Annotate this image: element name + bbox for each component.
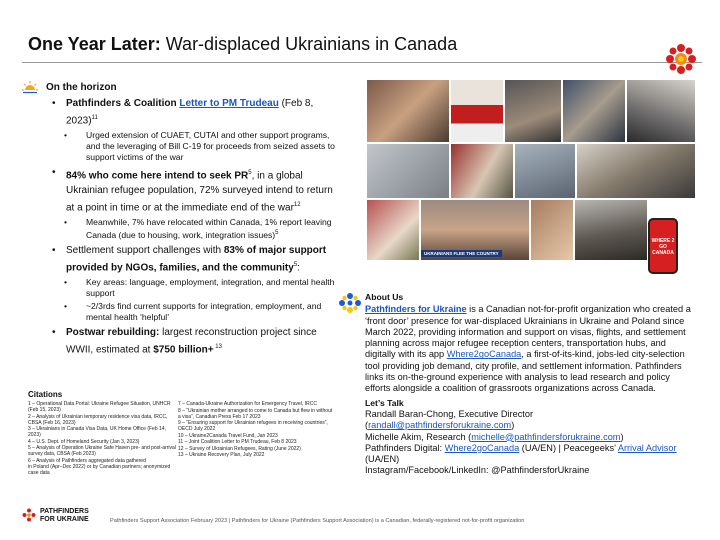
citation-item[interactable]: 11 – Joint Coalition Letter to PM Trudeau, Feb 8 2023 <box>178 439 297 445</box>
citation-item[interactable]: in Poland (Apr–Dec 2022) or by Canadian partners; anonymized case data <box>28 464 171 476</box>
citations-heading: Citations <box>28 390 63 399</box>
horizon-subitem: • ~2/3rds find current supports for integration, employment, and mental health ‘helpful’ <box>66 301 342 323</box>
citation-item[interactable]: 13 – Ukraine Recovery Plan, July 2022 <box>178 452 265 458</box>
photo-flags <box>451 80 503 142</box>
citation-item[interactable]: 6 – Analysis of Pathfinders aggregated data gathered <box>28 457 146 464</box>
citation-item[interactable]: 5 – Analysis of Operation Ukraine Safe Haven pre- and post-arrival survey data, CBSA (Feb 2023) <box>28 445 176 457</box>
contact-randall: Randall Baran-Chong, Executive Director <box>365 408 534 419</box>
about-heading: About Us <box>365 292 404 302</box>
citation-item[interactable]: 10 – Ukraine2Canada Travel Fund, Jan 2023 <box>178 432 278 439</box>
photo-family <box>367 200 419 260</box>
photo-reception <box>367 144 449 198</box>
arrival-advisor-link[interactable]: Arrival Advisor <box>617 442 677 453</box>
horizon-item: • Pathfinders & Coalition Letter to PM Trudeau (Feb 8, 2023)$^{11}$ • Urged extension of CUAET, CUTAI and other support programs, and the leveraging of Bill C-19 for proceeds from seized assets to support victims of the war <box>22 97 342 163</box>
flower-ornament-icon <box>664 42 698 76</box>
citation-item[interactable]: 12 – Survey of Ukrainian Refugees, Rating (June 2022) <box>178 445 301 452</box>
horizon-item: • 84% who come here intend to seek $PR^5$, in a global Ukrainian refugee population, 72% surveyed intend to return at a point in time or at the immediate end of the war$^{12}$ • Meanwhile, 7% have relocated within Canada, 1% report leaving Canada (due to housing, work, integration issues)$^5$ <box>22 166 342 241</box>
page-title: One Year Later: War-displaced Ukrainians in Canada <box>28 34 458 54</box>
footer-text: Pathfinders Support Association February 2023 | Pathfinders for Ukraine (Pathfinders Support Association) is a Canadian, federally-registered not-for-profit organization <box>110 518 525 524</box>
photo-news <box>421 200 529 260</box>
citations-column-2 <box>178 401 333 459</box>
citations-column-1 <box>28 401 176 477</box>
photo-volunteers <box>505 80 561 142</box>
title-divider <box>22 62 702 63</box>
email-michelle-link[interactable]: michelle@pathfindersforukraine.com <box>471 431 621 442</box>
pathfinders-logo-icon <box>338 292 362 314</box>
photo-meeting <box>563 80 625 142</box>
citation-item[interactable]: 4 – U.S. Dept. of Homeland Security (Jan 3, 2023) <box>28 438 140 445</box>
pathfinders-link[interactable]: Pathfinders for Ukraine <box>365 304 467 315</box>
citation-item[interactable]: 2 – Analysis of Ukrainian temporary residence visa data, IRCC, CBSA (Feb 16, 2023) <box>28 413 168 426</box>
citation-item[interactable]: 1 – Operational Data Portal: Ukraine Refugee Situation, UNHCR (Feb 15, 2023) <box>28 401 171 413</box>
photo-hall <box>515 144 575 198</box>
about-section: About Us Pathfinders for Ukraine is a Canadian not-for-profit organization who created a ‘front door’ presence for war-displaced Ukrainians in Ukraine and Poland since March 2022, providing information and support on visas, flights, and settlement planning across major refugee reception centers, transportation hubs, and digitally with its app Where2goCanada, a first-of-its-kind, jobs-led city-selection tool providing job demand, city profile, and settlement information. Pathfinders links its on-the-ground experience with analysis to lead research and policy efforts alongside a coalition of grassroots organizations across Canada. Let’s Talk Randall Baran-Chong, Executive Director (randall@pathfindersforukraine.com) Michelle Akim, Research (michelle@pathfindersforukraine.com) Pathfinders Digital: Where2goCanada (UA/EN) | Peacegeeks’ Arrival Advisor (UA/EN) Instagram/Facebook/LinkedIn: @PathfindersforUkraine <box>365 292 697 477</box>
footer-logo: PATHFINDERS FOR UKRAINE <box>22 508 89 524</box>
horizon-subitem: • Urged extension of CUAET, CUTAI and other support programs, and the leveraging of Bill C-19 for proceeds from seized assets to support victims of the war <box>66 130 342 163</box>
pathfinders-footer-icon <box>22 508 36 522</box>
photo-station <box>627 80 695 142</box>
sunrise-icon <box>22 80 38 94</box>
photo-collage <box>367 80 695 260</box>
photo-airport <box>577 144 695 198</box>
letter-to-pm-link[interactable]: Letter to PM Trudeau <box>179 98 279 109</box>
horizon-item: • Settlement support challenges with 83% of major support provided by NGOs, families, and the community$^5$: • Key areas: language, employment, integration, and mental health support • ~2/3rds find current supports for integration, employment, and mental health ‘helpful’ <box>22 244 342 323</box>
where2go-digital-link[interactable]: Where2goCanada <box>444 442 520 453</box>
about-body: Pathfinders for Ukraine is a Canadian not-for-profit organization who created a ‘front door’ presence for war-displaced Ukrainians in Ukraine and Poland since March 2022, providing information and support on visas, flights, and settlement planning across major refugee reception centers, transportation hubs, and digitally with its app Where2goCanada, a first-of-its-kind, jobs-led city-selection tool providing job demand, city profile, and settlement information. Pathfinders links its on-the-ground experience with analysis to lead research and policy efforts alongside a coalition of grassroots organizations across Canada. <box>365 304 691 394</box>
photo-crowd <box>367 80 449 142</box>
horizon-section <box>22 80 342 361</box>
citation-item[interactable]: 8 – “Ukrainian mother arranged to come to Canada but flew in without a visa”, Canadian Press Feb 17 2023 <box>178 407 333 420</box>
photo-rubble <box>575 200 647 260</box>
contact-michelle: Michelle Akim, Research ( <box>365 431 472 442</box>
where2go-link[interactable]: Where2goCanada <box>446 349 522 360</box>
photo-camp <box>451 144 513 198</box>
horizon-heading: On the horizon <box>46 81 117 93</box>
horizon-subitem: • Meanwhile, 7% have relocated within Canada, 1% report leaving Canada (due to housing, work, integration issues)$^5$ <box>66 217 342 241</box>
photo-caption: UKRAINIANS FLEE THE COUNTRY <box>421 250 502 257</box>
citation-item[interactable]: 3 – Ukrainians in Canada Visa Data, UK Home Office (Feb 14, 2023) <box>28 426 166 438</box>
citation-item[interactable]: 9 – “Ensuring support for Ukrainian refugees in receiving countries”, OECD July 2022 <box>178 420 328 432</box>
horizon-item: • Postwar rebuilding: largest reconstruction project since WWII, estimated at $750 billion+ $^{13}$ <box>22 326 342 357</box>
talk-heading: Let’s Talk <box>365 397 404 408</box>
social-handles: Instagram/Facebook/LinkedIn: @PathfindersforUkraine <box>365 465 590 476</box>
email-randall-link[interactable]: randall@pathfindersforukraine.com <box>368 420 512 431</box>
citation-item[interactable]: 7 – Canada-Ukraine Authorization for Emergency Travel, IRCC <box>178 401 317 407</box>
photo-portrait <box>531 200 573 260</box>
horizon-subitem: • Key areas: language, employment, integration, and mental health support <box>66 277 342 299</box>
where2go-app-phone: WHERE 2 GO CANADA <box>648 218 678 274</box>
